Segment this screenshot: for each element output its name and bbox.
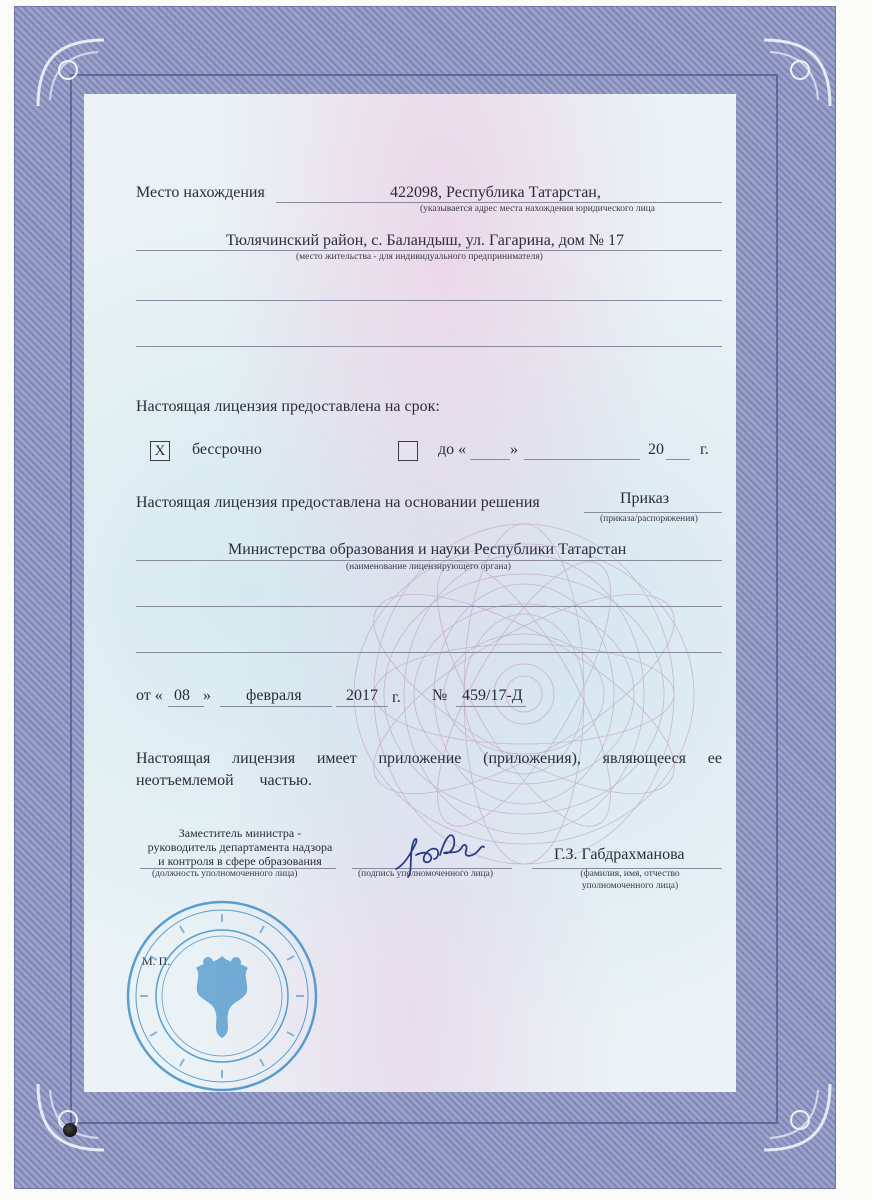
date-month-line bbox=[220, 706, 332, 707]
appendix-text-line-2 bbox=[136, 772, 312, 790]
until-year-line bbox=[666, 459, 690, 460]
address-label: Место нахождения bbox=[136, 184, 265, 201]
number-line bbox=[456, 706, 526, 707]
corner-ornament-icon bbox=[754, 30, 840, 116]
date-year-suffix: г. bbox=[392, 689, 401, 706]
date-year-line bbox=[336, 706, 388, 707]
until-checkbox bbox=[398, 441, 418, 461]
name-hint-1: (фамилия, имя, отчество bbox=[580, 869, 680, 879]
appendix-word: Настоящая bbox=[136, 750, 211, 767]
appendix-word: ее bbox=[707, 750, 722, 767]
signature-hint: (подпись уполномоченного лица) bbox=[358, 869, 494, 879]
address-value-1: 422098, Республика Татарстан, bbox=[390, 184, 601, 201]
authority-name: Министерства образования и науки Республики Татарстан bbox=[228, 541, 627, 558]
position-hint: (должность уполномоченного лица) bbox=[152, 869, 298, 879]
blank-line bbox=[136, 346, 722, 347]
license-number: 459/17-Д bbox=[462, 687, 523, 704]
address-line-2 bbox=[136, 250, 722, 251]
blank-line bbox=[136, 606, 722, 607]
date-day: 08 bbox=[174, 687, 190, 704]
term-label: Настоящая лицензия предоставлена на срок: bbox=[136, 398, 440, 415]
appendix-word: приложение bbox=[378, 750, 462, 767]
number-label: № bbox=[432, 687, 448, 704]
decision-hint: (приказа/распоряжения) bbox=[600, 514, 698, 524]
until-year-suffix: г. bbox=[700, 441, 709, 458]
appendix-word: частью. bbox=[259, 772, 312, 789]
date-month: февраля bbox=[246, 687, 302, 704]
perpetual-checkbox: X bbox=[150, 441, 170, 461]
date-day-close: » bbox=[203, 687, 211, 704]
until-close-quote: » bbox=[510, 441, 518, 458]
appendix-text-line-1 bbox=[136, 750, 722, 768]
basis-label: Настоящая лицензия предоставлена на основании решения bbox=[136, 494, 540, 511]
signatory-name: Г.З. Габдрахманова bbox=[554, 846, 685, 863]
address-hint-2: (место жительства - для индивидуального предпринимателя) bbox=[296, 252, 543, 262]
address-line-1 bbox=[276, 202, 722, 203]
handwritten-signature-icon bbox=[390, 825, 490, 880]
position-line-2: руководитель департамента надзора bbox=[147, 840, 333, 854]
date-day-line bbox=[168, 706, 204, 707]
authority-line bbox=[136, 560, 722, 561]
punch-hole bbox=[63, 1123, 77, 1137]
address-value-2: Тюлячинский район, с. Баландыш, ул. Гагарина, дом № 17 bbox=[226, 232, 625, 249]
decision-type: Приказ bbox=[620, 490, 670, 507]
position-line-1: Заместитель министра - bbox=[178, 826, 302, 840]
appendix-word: неотъемлемой bbox=[136, 772, 234, 789]
perpetual-label: бессрочно bbox=[192, 441, 262, 458]
decision-type-line bbox=[584, 512, 722, 513]
name-hint-2: уполномоченного лица) bbox=[581, 881, 679, 891]
corner-ornament-icon bbox=[754, 1074, 840, 1160]
position-line-3: и контроля в сфере образования bbox=[158, 854, 322, 868]
address-hint-1: (указывается адрес места нахождения юридического лица bbox=[420, 204, 655, 214]
authority-hint: (наименование лицензирующего органа) bbox=[346, 562, 511, 572]
until-day-line bbox=[470, 459, 510, 460]
appendix-word: являющееся bbox=[602, 750, 687, 767]
until-year-prefix: 20 bbox=[648, 441, 664, 458]
until-label: до « bbox=[438, 441, 467, 458]
until-month-line bbox=[524, 459, 640, 460]
appendix-word: (приложения), bbox=[483, 750, 581, 767]
blank-line bbox=[136, 652, 722, 653]
appendix-word: имеет bbox=[316, 750, 357, 767]
blank-line bbox=[136, 300, 722, 301]
date-year: 2017 bbox=[346, 687, 378, 704]
official-seal-stamp-icon bbox=[124, 898, 320, 1094]
date-prefix: от « bbox=[136, 687, 163, 704]
appendix-word: лицензия bbox=[232, 750, 296, 767]
mp-label: М. П. bbox=[142, 954, 171, 968]
